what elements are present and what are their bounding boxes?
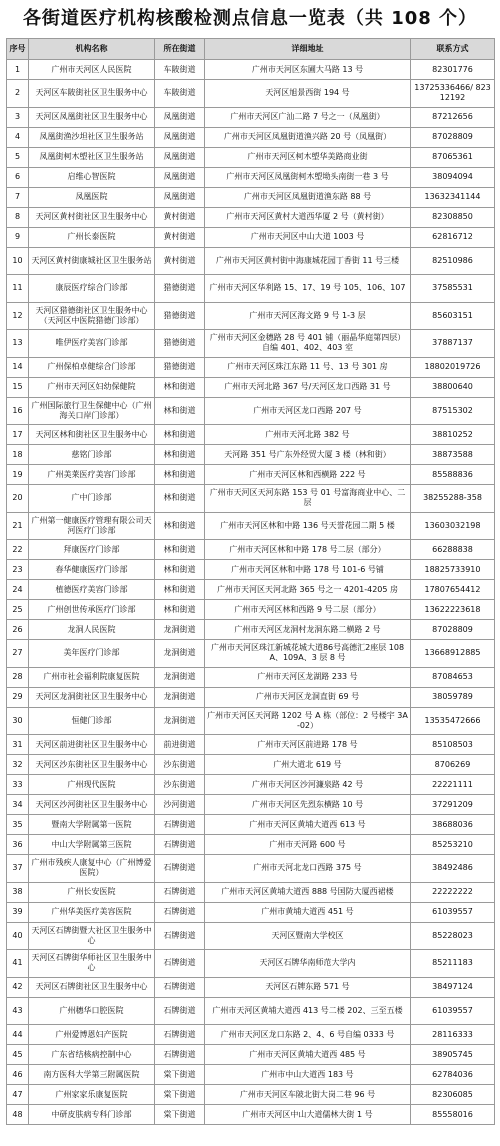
cell-no: 19 bbox=[7, 465, 29, 485]
cell-address: 广州市天河区黄村街中海康城花园丁香街 11 号三楼 bbox=[205, 247, 411, 275]
cell-phone: 82301776 bbox=[411, 60, 495, 80]
cell-name: 恒健门诊部 bbox=[29, 707, 155, 735]
cell-name: 天河区凤凰街社区卫生服务中心 bbox=[29, 107, 155, 127]
cell-address: 广州市天河区龙口东路 2、4、6 号自编 0333 号 bbox=[205, 1025, 411, 1045]
cell-street: 林和街道 bbox=[155, 377, 205, 397]
cell-no: 31 bbox=[7, 735, 29, 755]
cell-no: 20 bbox=[7, 485, 29, 513]
cell-address: 广州市天河区中山大道 1003 号 bbox=[205, 227, 411, 247]
cell-address: 天河路 351 号广东外经贸大厦 3 楼（林和街） bbox=[205, 445, 411, 465]
cell-street: 棠下街道 bbox=[155, 1065, 205, 1085]
cell-no: 7 bbox=[7, 187, 29, 207]
cell-address: 广州市天河区林和中路 178 号二层（部分） bbox=[205, 540, 411, 560]
table-row bbox=[7, 775, 495, 795]
cell-no: 21 bbox=[7, 512, 29, 540]
cell-no: 28 bbox=[7, 667, 29, 687]
cell-address: 广州市天河区黄埔大道西 613 号 bbox=[205, 815, 411, 835]
table-row bbox=[7, 60, 495, 80]
cell-name: 广州第一健康医疗管理有限公司天河医疗门诊部 bbox=[29, 512, 155, 540]
cell-phone: 8706269 bbox=[411, 755, 495, 775]
cell-address: 广州市天河区广汕二路 7 号之一（凤凰街） bbox=[205, 107, 411, 127]
cell-name: 广东省结核病控制中心 bbox=[29, 1045, 155, 1065]
header-address: 详细地址 bbox=[205, 39, 411, 60]
cell-phone: 85108503 bbox=[411, 735, 495, 755]
cell-no: 45 bbox=[7, 1045, 29, 1065]
table-row bbox=[7, 357, 495, 377]
cell-address: 广州市天河区林和中路 178 号 101-6 号铺 bbox=[205, 560, 411, 580]
cell-address: 广州市天河区林和西路 9 号二层（部分） bbox=[205, 600, 411, 620]
cell-phone: 22221111 bbox=[411, 775, 495, 795]
cell-address: 广州市天河区海文路 9 号 1-3 层 bbox=[205, 302, 411, 330]
cell-name: 广中门诊部 bbox=[29, 485, 155, 513]
page-title: 各街道医疗机构核酸检测点信息一览表（共 108 个） bbox=[22, 8, 478, 29]
cell-no: 35 bbox=[7, 815, 29, 835]
table-row bbox=[7, 187, 495, 207]
cell-name: 龙洞人民医院 bbox=[29, 620, 155, 640]
table-row bbox=[7, 580, 495, 600]
cell-no: 37 bbox=[7, 855, 29, 883]
cell-street: 林和街道 bbox=[155, 445, 205, 465]
cell-no: 38 bbox=[7, 882, 29, 902]
cell-name: 广州创世传承医疗门诊部 bbox=[29, 600, 155, 620]
cell-name: 暨南大学附属第一医院 bbox=[29, 815, 155, 835]
cell-street: 林和街道 bbox=[155, 560, 205, 580]
cell-phone: 66288838 bbox=[411, 540, 495, 560]
cell-name: 广州华美医疗美容医院 bbox=[29, 902, 155, 922]
cell-address: 广州市天河区珠江东路 11 号、13 号 301 房 bbox=[205, 357, 411, 377]
cell-address: 天河区暨南大学校区 bbox=[205, 922, 411, 950]
cell-street: 石牌街道 bbox=[155, 855, 205, 883]
cell-address: 广州市天河路 600 号 bbox=[205, 835, 411, 855]
cell-street: 林和街道 bbox=[155, 512, 205, 540]
cell-street: 凤凰街道 bbox=[155, 167, 205, 187]
cell-name: 广州市天河区人民医院 bbox=[29, 60, 155, 80]
cell-street: 林和街道 bbox=[155, 425, 205, 445]
cell-phone: 38905745 bbox=[411, 1045, 495, 1065]
cell-name: 广州保柏卓健综合门诊部 bbox=[29, 357, 155, 377]
cell-no: 10 bbox=[7, 247, 29, 275]
cell-name: 中研皮肤病专科门诊部 bbox=[29, 1105, 155, 1125]
cell-street: 石牌街道 bbox=[155, 882, 205, 902]
cell-phone: 85558016 bbox=[411, 1105, 495, 1125]
table-row bbox=[7, 147, 495, 167]
cell-street: 猎德街道 bbox=[155, 275, 205, 303]
cell-no: 34 bbox=[7, 795, 29, 815]
cell-street: 石牌街道 bbox=[155, 1025, 205, 1045]
cell-street: 黄村街道 bbox=[155, 207, 205, 227]
cell-phone: 82510986 bbox=[411, 247, 495, 275]
cell-street: 黄村街道 bbox=[155, 247, 205, 275]
cell-phone: 13603032198 bbox=[411, 512, 495, 540]
cell-address: 广州市天河区黄村大道西华厦 2 号（黄村街） bbox=[205, 207, 411, 227]
table-row bbox=[7, 377, 495, 397]
cell-street: 林和街道 bbox=[155, 397, 205, 425]
table-row bbox=[7, 275, 495, 303]
cell-no: 9 bbox=[7, 227, 29, 247]
cell-phone: 85588836 bbox=[411, 465, 495, 485]
table-row bbox=[7, 855, 495, 883]
table-row bbox=[7, 687, 495, 707]
table-row bbox=[7, 425, 495, 445]
cell-no: 39 bbox=[7, 902, 29, 922]
cell-phone: 13535472666 bbox=[411, 707, 495, 735]
cell-phone: 87028809 bbox=[411, 127, 495, 147]
cell-no: 1 bbox=[7, 60, 29, 80]
cell-street: 石牌街道 bbox=[155, 1045, 205, 1065]
cell-address: 广州市天河北路 382 号 bbox=[205, 425, 411, 445]
cell-address: 广州市天河区车陂北街大岗二巷 96 号 bbox=[205, 1085, 411, 1105]
cell-no: 4 bbox=[7, 127, 29, 147]
table-row bbox=[7, 755, 495, 775]
cell-address: 广州市天河区龙口西路 207 号 bbox=[205, 397, 411, 425]
cell-address: 天河区石牌东路 571 号 bbox=[205, 977, 411, 997]
cell-no: 46 bbox=[7, 1065, 29, 1085]
cell-phone: 61039557 bbox=[411, 997, 495, 1025]
cell-phone: 38255288-358 bbox=[411, 485, 495, 513]
table-row bbox=[7, 1045, 495, 1065]
cell-street: 石牌街道 bbox=[155, 977, 205, 997]
header-name: 机构名称 bbox=[29, 39, 155, 60]
table-row bbox=[7, 735, 495, 755]
cell-address: 广州市天河区天河东路 153 号 01 号富海商业中心、二层 bbox=[205, 485, 411, 513]
cell-name: 天河区猎德街社区卫生服务中心（天河区中医院猎德门诊部） bbox=[29, 302, 155, 330]
cell-name: 天河区沙河街社区卫生服务中心 bbox=[29, 795, 155, 815]
cell-no: 16 bbox=[7, 397, 29, 425]
cell-street: 沙河街道 bbox=[155, 795, 205, 815]
cell-address: 广州市天河区珠江新城花城大道86号高德汇2座层 108A、109A、3 层 8 号 bbox=[205, 640, 411, 668]
cell-no: 36 bbox=[7, 835, 29, 855]
cell-street: 沙东街道 bbox=[155, 775, 205, 795]
cell-name: 天河区沙东街社区卫生服务中心 bbox=[29, 755, 155, 775]
cell-phone: 87065361 bbox=[411, 147, 495, 167]
table-row bbox=[7, 997, 495, 1025]
cell-name: 广州国际旅行卫生保健中心（广州海关口岸门诊部） bbox=[29, 397, 155, 425]
cell-name: 广州市天河区妇幼保健院 bbox=[29, 377, 155, 397]
cell-no: 33 bbox=[7, 775, 29, 795]
cell-phone: 87028809 bbox=[411, 620, 495, 640]
cell-name: 广州现代医院 bbox=[29, 775, 155, 795]
cell-no: 25 bbox=[7, 600, 29, 620]
cell-street: 棠下街道 bbox=[155, 1105, 205, 1125]
cell-name: 天河区林和街社区卫生服务中心 bbox=[29, 425, 155, 445]
cell-no: 15 bbox=[7, 377, 29, 397]
cell-name: 唯伊医疗美容门诊部 bbox=[29, 330, 155, 358]
cell-phone: 18825733910 bbox=[411, 560, 495, 580]
cell-no: 6 bbox=[7, 167, 29, 187]
cell-phone: 61039557 bbox=[411, 902, 495, 922]
table-row bbox=[7, 1025, 495, 1045]
cell-address: 广州大道北 619 号 bbox=[205, 755, 411, 775]
table-row bbox=[7, 1085, 495, 1105]
cell-no: 17 bbox=[7, 425, 29, 445]
cell-phone: 38492486 bbox=[411, 855, 495, 883]
table-row bbox=[7, 707, 495, 735]
cell-address: 广州市天河区沙河濂泉路 42 号 bbox=[205, 775, 411, 795]
cell-phone: 17807654412 bbox=[411, 580, 495, 600]
cell-name: 美年医疗门诊部 bbox=[29, 640, 155, 668]
cell-address: 广州市天河区中山大道儒林大街 1 号 bbox=[205, 1105, 411, 1125]
cell-address: 广州市天河区柯木塱华美路商业街 bbox=[205, 147, 411, 167]
cell-no: 18 bbox=[7, 445, 29, 465]
table-row bbox=[7, 485, 495, 513]
cell-name: 天河区黄村街康城社区卫生服务站 bbox=[29, 247, 155, 275]
cell-phone: 87515302 bbox=[411, 397, 495, 425]
cell-name: 春华健康医疗门诊部 bbox=[29, 560, 155, 580]
table-row bbox=[7, 465, 495, 485]
cell-no: 41 bbox=[7, 950, 29, 978]
cell-phone: 28116333 bbox=[411, 1025, 495, 1045]
cell-phone: 13725336466/ 82312192 bbox=[411, 80, 495, 108]
table-row bbox=[7, 620, 495, 640]
cell-no: 12 bbox=[7, 302, 29, 330]
cell-name: 天河区石牌街华师社区卫生服务中心 bbox=[29, 950, 155, 978]
table-row bbox=[7, 640, 495, 668]
cell-no: 23 bbox=[7, 560, 29, 580]
cell-street: 林和街道 bbox=[155, 580, 205, 600]
cell-address: 广州市天河区凤凰街柯木塱坳头南街一巷 3 号 bbox=[205, 167, 411, 187]
cell-phone: 87084653 bbox=[411, 667, 495, 687]
cell-street: 凤凰街道 bbox=[155, 127, 205, 147]
header-phone: 联系方式 bbox=[411, 39, 495, 60]
cell-phone: 38688036 bbox=[411, 815, 495, 835]
cell-address: 广州市天河区前进路 178 号 bbox=[205, 735, 411, 755]
cell-no: 8 bbox=[7, 207, 29, 227]
cell-address: 广州市天河区龙洞直街 69 号 bbox=[205, 687, 411, 707]
table-row bbox=[7, 902, 495, 922]
table-row bbox=[7, 560, 495, 580]
cell-phone: 85228023 bbox=[411, 922, 495, 950]
cell-address: 广州市天河区华利路 15、17、19 号 105、106、107 bbox=[205, 275, 411, 303]
cell-no: 14 bbox=[7, 357, 29, 377]
cell-phone: 38873588 bbox=[411, 445, 495, 465]
cell-address: 天河区石牌华南师范大学内 bbox=[205, 950, 411, 978]
cell-street: 龙洞街道 bbox=[155, 620, 205, 640]
table-header-row bbox=[7, 39, 495, 60]
cell-no: 29 bbox=[7, 687, 29, 707]
cell-no: 26 bbox=[7, 620, 29, 640]
cell-name: 天河区石牌街社区卫生服务中心 bbox=[29, 977, 155, 997]
cell-phone: 37887137 bbox=[411, 330, 495, 358]
cell-no: 13 bbox=[7, 330, 29, 358]
cell-name: 广州长泰医院 bbox=[29, 227, 155, 247]
table-row bbox=[7, 835, 495, 855]
cell-address: 广州市天河区黄埔大道西 485 号 bbox=[205, 1045, 411, 1065]
cell-address: 广州市天河北龙口西路 375 号 bbox=[205, 855, 411, 883]
cell-street: 车陂街道 bbox=[155, 80, 205, 108]
cell-phone: 85603151 bbox=[411, 302, 495, 330]
clinic-table bbox=[6, 38, 495, 1125]
cell-address: 广州市天河区林和中路 136 号天誉花园二期 5 楼 bbox=[205, 512, 411, 540]
table-row bbox=[7, 167, 495, 187]
cell-phone: 38800640 bbox=[411, 377, 495, 397]
table-row bbox=[7, 397, 495, 425]
cell-no: 43 bbox=[7, 997, 29, 1025]
cell-phone: 13668912885 bbox=[411, 640, 495, 668]
cell-address: 广州市黄埔大道西 451 号 bbox=[205, 902, 411, 922]
table-row bbox=[7, 127, 495, 147]
cell-street: 林和街道 bbox=[155, 540, 205, 560]
cell-phone: 82306085 bbox=[411, 1085, 495, 1105]
cell-address: 广州市天河北路 367 号/天河区龙口西路 31 号 bbox=[205, 377, 411, 397]
table-row bbox=[7, 540, 495, 560]
cell-address: 广州市天河区金穗路 28 号 401 铺（丽晶华庭第四层）自编 401、402、403 室 bbox=[205, 330, 411, 358]
cell-no: 3 bbox=[7, 107, 29, 127]
cell-phone: 13622223618 bbox=[411, 600, 495, 620]
cell-phone: 85211183 bbox=[411, 950, 495, 978]
table-row bbox=[7, 227, 495, 247]
cell-no: 5 bbox=[7, 147, 29, 167]
cell-phone: 62816712 bbox=[411, 227, 495, 247]
cell-name: 凤凰街柯木塱社区卫生服务站 bbox=[29, 147, 155, 167]
cell-street: 林和街道 bbox=[155, 485, 205, 513]
cell-street: 前进街道 bbox=[155, 735, 205, 755]
cell-no: 40 bbox=[7, 922, 29, 950]
table-row bbox=[7, 107, 495, 127]
cell-street: 石牌街道 bbox=[155, 950, 205, 978]
cell-phone: 82308850 bbox=[411, 207, 495, 227]
cell-address: 广州市天河区林和西横路 222 号 bbox=[205, 465, 411, 485]
table-row bbox=[7, 815, 495, 835]
cell-name: 凤凰医院 bbox=[29, 187, 155, 207]
cell-name: 凤凰街渔沙坦社区卫生服务站 bbox=[29, 127, 155, 147]
cell-phone: 38497124 bbox=[411, 977, 495, 997]
table-row bbox=[7, 1105, 495, 1125]
cell-address: 天河区旭景西街 194 号 bbox=[205, 80, 411, 108]
cell-phone: 37291209 bbox=[411, 795, 495, 815]
cell-phone: 18802019726 bbox=[411, 357, 495, 377]
cell-name: 天河区石牌街暨大社区卫生服务中心 bbox=[29, 922, 155, 950]
cell-address: 广州市天河区先烈东横路 10 号 bbox=[205, 795, 411, 815]
cell-name: 慈铭门诊部 bbox=[29, 445, 155, 465]
table-row bbox=[7, 302, 495, 330]
cell-street: 沙东街道 bbox=[155, 755, 205, 775]
cell-phone: 87212656 bbox=[411, 107, 495, 127]
cell-street: 龙洞街道 bbox=[155, 687, 205, 707]
cell-no: 27 bbox=[7, 640, 29, 668]
cell-no: 22 bbox=[7, 540, 29, 560]
table-row bbox=[7, 512, 495, 540]
cell-phone: 38094094 bbox=[411, 167, 495, 187]
header-street: 所在街道 bbox=[155, 39, 205, 60]
cell-phone: 13632341144 bbox=[411, 187, 495, 207]
cell-address: 广州市天河区天河北路 365 号之一 4201-4205 房 bbox=[205, 580, 411, 600]
cell-street: 凤凰街道 bbox=[155, 147, 205, 167]
cell-street: 石牌街道 bbox=[155, 902, 205, 922]
cell-name: 南方医科大学第三附属医院 bbox=[29, 1065, 155, 1085]
cell-street: 猎德街道 bbox=[155, 357, 205, 377]
cell-phone: 37585531 bbox=[411, 275, 495, 303]
cell-name: 广州穗华口腔医院 bbox=[29, 997, 155, 1025]
cell-phone: 85253210 bbox=[411, 835, 495, 855]
table-row bbox=[7, 445, 495, 465]
cell-name: 天河区车陂街社区卫生服务中心 bbox=[29, 80, 155, 108]
cell-no: 24 bbox=[7, 580, 29, 600]
cell-no: 42 bbox=[7, 977, 29, 997]
cell-address: 广州市天河区凤凰街道渔兴路 20 号（凤凰街） bbox=[205, 127, 411, 147]
cell-no: 44 bbox=[7, 1025, 29, 1045]
cell-address: 广州市天河区龙湖路 233 号 bbox=[205, 667, 411, 687]
cell-street: 车陂街道 bbox=[155, 60, 205, 80]
cell-no: 2 bbox=[7, 80, 29, 108]
cell-no: 11 bbox=[7, 275, 29, 303]
cell-name: 天河区龙洞街社区卫生服务中心 bbox=[29, 687, 155, 707]
cell-street: 石牌街道 bbox=[155, 815, 205, 835]
cell-street: 龙洞街道 bbox=[155, 667, 205, 687]
cell-no: 32 bbox=[7, 755, 29, 775]
cell-phone: 62784036 bbox=[411, 1065, 495, 1085]
cell-street: 林和街道 bbox=[155, 465, 205, 485]
table-row bbox=[7, 247, 495, 275]
cell-street: 棠下街道 bbox=[155, 1085, 205, 1105]
cell-street: 黄村街道 bbox=[155, 227, 205, 247]
table-row bbox=[7, 882, 495, 902]
cell-street: 猎德街道 bbox=[155, 302, 205, 330]
cell-name: 广州爱博恩妇产医院 bbox=[29, 1025, 155, 1045]
cell-street: 石牌街道 bbox=[155, 835, 205, 855]
cell-street: 石牌街道 bbox=[155, 922, 205, 950]
cell-phone: 22222222 bbox=[411, 882, 495, 902]
cell-name: 广州家家乐康复医院 bbox=[29, 1085, 155, 1105]
cell-address: 广州市天河区黄埔大道西 888 号国防大厦西裙楼 bbox=[205, 882, 411, 902]
table-row bbox=[7, 922, 495, 950]
cell-name: 广州美莱医疗美容门诊部 bbox=[29, 465, 155, 485]
cell-no: 47 bbox=[7, 1085, 29, 1105]
table-row bbox=[7, 1065, 495, 1085]
cell-address: 广州市天河区凤凰街道渔东路 88 号 bbox=[205, 187, 411, 207]
cell-name: 广州长安医院 bbox=[29, 882, 155, 902]
cell-name: 天河区前进街社区卫生服务中心 bbox=[29, 735, 155, 755]
cell-name: 康辰医疗综合门诊部 bbox=[29, 275, 155, 303]
table-row bbox=[7, 207, 495, 227]
cell-name: 天河区黄村街社区卫生服务中心 bbox=[29, 207, 155, 227]
cell-phone: 38810252 bbox=[411, 425, 495, 445]
cell-street: 猎德街道 bbox=[155, 330, 205, 358]
cell-name: 植德医疗美容门诊部 bbox=[29, 580, 155, 600]
cell-street: 石牌街道 bbox=[155, 997, 205, 1025]
table-row bbox=[7, 600, 495, 620]
table-row bbox=[7, 667, 495, 687]
cell-street: 龙洞街道 bbox=[155, 707, 205, 735]
cell-address: 广州市中山大道西 183 号 bbox=[205, 1065, 411, 1085]
cell-name: 拜康医疗门诊部 bbox=[29, 540, 155, 560]
table-row bbox=[7, 950, 495, 978]
cell-address: 广州市天河区黄埔大道西 413 号二楼 202、三至五楼 bbox=[205, 997, 411, 1025]
header-no: 序号 bbox=[7, 39, 29, 60]
table-row bbox=[7, 795, 495, 815]
table-row bbox=[7, 977, 495, 997]
cell-name: 广州市残疾人康复中心（广州博爱医院） bbox=[29, 855, 155, 883]
cell-name: 启维心智医院 bbox=[29, 167, 155, 187]
cell-address: 广州市天河区东圃大马路 13 号 bbox=[205, 60, 411, 80]
cell-street: 龙洞街道 bbox=[155, 640, 205, 668]
cell-name: 中山大学附属第三医院 bbox=[29, 835, 155, 855]
cell-name: 广州市社会福利院康复医院 bbox=[29, 667, 155, 687]
cell-address: 广州市天河区龙洞村龙洞东路二横路 2 号 bbox=[205, 620, 411, 640]
cell-street: 林和街道 bbox=[155, 600, 205, 620]
cell-no: 48 bbox=[7, 1105, 29, 1125]
table-row bbox=[7, 330, 495, 358]
cell-address: 广州市天河区天河路 1202 号 A 栋（部位：2 号楼宇 3A-02） bbox=[205, 707, 411, 735]
cell-street: 凤凰街道 bbox=[155, 107, 205, 127]
cell-street: 凤凰街道 bbox=[155, 187, 205, 207]
cell-no: 30 bbox=[7, 707, 29, 735]
table-row bbox=[7, 80, 495, 108]
cell-phone: 38059789 bbox=[411, 687, 495, 707]
